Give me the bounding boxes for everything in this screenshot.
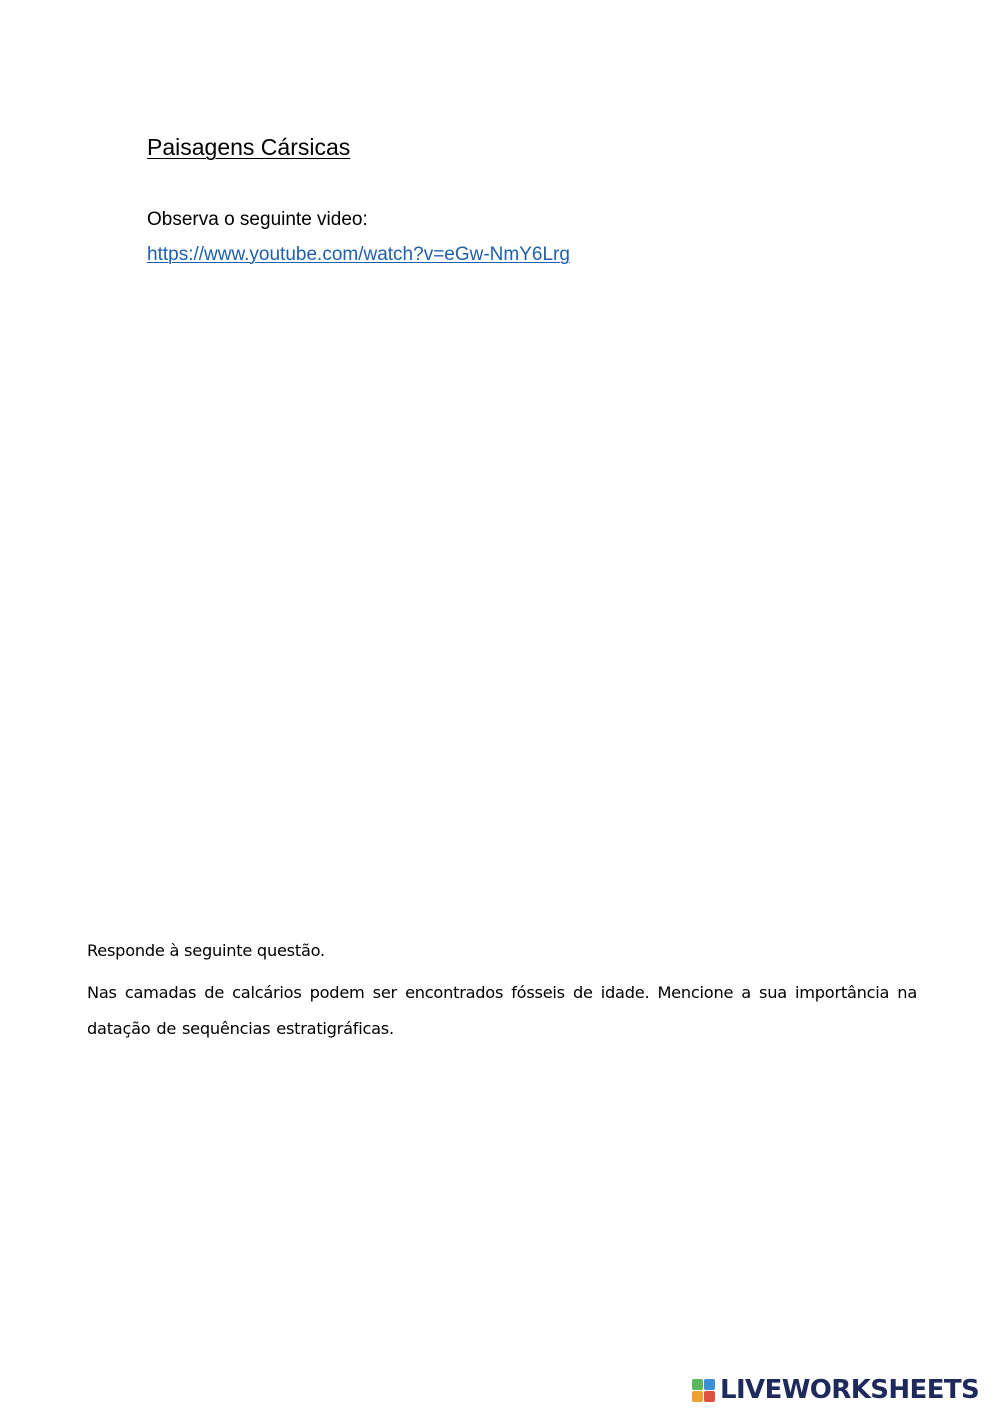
worksheet-title: Paisagens Cársicas	[147, 134, 351, 160]
logo-tile-green	[692, 1379, 703, 1390]
video-intro-text: Observa o seguinte video:	[147, 209, 368, 230]
question-text: Nas camadas de calcários podem ser encontrados fósseis de idade. Mencione a sua importância na datação de sequências estratigráficas.	[87, 983, 917, 1038]
video-link[interactable]: https://www.youtube.com/watch?v=eGw-NmY6Lrg	[147, 244, 570, 265]
logo-tile-red	[704, 1391, 715, 1402]
liveworksheets-logo	[692, 1375, 979, 1405]
answer-area[interactable]	[87, 1060, 917, 1320]
logo-tile-blue	[704, 1379, 715, 1390]
logo-tile-orange	[692, 1391, 703, 1402]
question-instruction: Responde à seguinte questão.	[87, 941, 325, 960]
question-block	[87, 938, 917, 1047]
logo-text: LIVEWORKSHEETS	[720, 1375, 980, 1405]
liveworksheets-logo-icon	[692, 1379, 715, 1402]
